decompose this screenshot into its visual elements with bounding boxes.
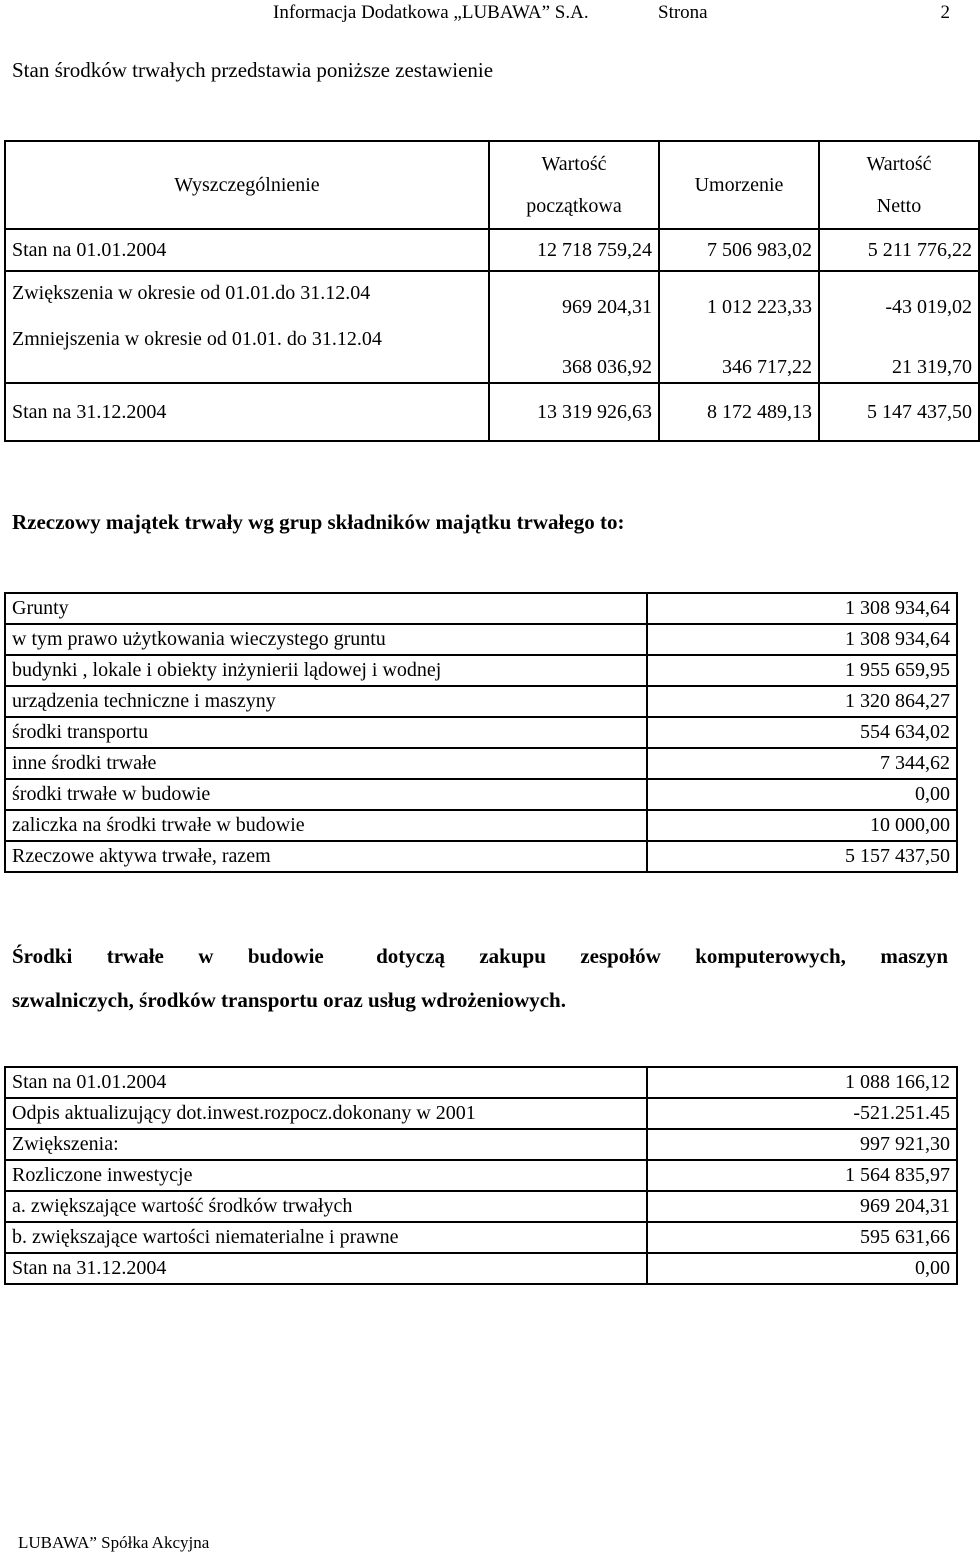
group-label: środki transportu: [5, 717, 647, 748]
construction-label: Zwiększenia:: [5, 1129, 647, 1160]
row-label-stack: [5, 271, 489, 383]
construction-label: b. zwiększające wartości niematerialne i prawne: [5, 1222, 647, 1253]
page-footer: LUBAWA” Spółka Akcyjna: [18, 1533, 210, 1552]
group-label: zaliczka na środki trwałe w budowie: [5, 810, 647, 841]
paragraph-word: budowie: [247, 944, 324, 968]
group-value: 7 344,62: [647, 748, 957, 779]
group-label: Rzeczowe aktywa trwałe, razem: [5, 841, 647, 872]
depreciation-value: 8 172 489,13: [659, 383, 819, 441]
initial-value-stack: [489, 271, 659, 383]
table-row: [5, 229, 979, 271]
paragraph-word: zakupu: [479, 944, 546, 968]
increase-net: -43 019,02: [885, 296, 972, 318]
group-label: w tym prawo użytkowania wieczystego gruntu: [5, 624, 647, 655]
intro-text: Stan środków trwałych przedstawia poniższe zestawienie: [12, 58, 494, 82]
paragraph-word: zespołów: [580, 944, 661, 968]
increase-initial: 969 204,31: [562, 296, 652, 318]
construction-value: -521.251.45: [647, 1098, 957, 1129]
initial-value: 13 319 926,63: [489, 383, 659, 441]
table-row: [5, 810, 957, 841]
paragraph-line-1: [12, 934, 948, 978]
page-label: Strona: [658, 2, 708, 23]
table-row: [5, 748, 957, 779]
group-value: 0,00: [647, 779, 957, 810]
table-row: [5, 1067, 957, 1098]
fixed-assets-table: [4, 140, 980, 442]
header-specification: Wyszczególnienie: [5, 141, 489, 229]
group-value: 1 308 934,64: [647, 593, 957, 624]
table-row: [5, 841, 957, 872]
table-row: [5, 383, 979, 441]
net-stack: [819, 271, 979, 383]
page-number: 2: [940, 2, 950, 23]
construction-paragraph: [12, 934, 948, 1022]
table-row: [5, 717, 957, 748]
construction-value: 1 564 835,97: [647, 1160, 957, 1191]
decrease-depreciation: 346 717,22: [722, 356, 812, 378]
paragraph-word: w: [198, 944, 214, 968]
construction-label: a. zwiększające wartość środków trwałych: [5, 1191, 647, 1222]
table-row: [5, 1129, 957, 1160]
table-header-row: [5, 141, 979, 229]
construction-value: 969 204,31: [647, 1191, 957, 1222]
construction-table: [4, 1066, 958, 1285]
paragraph-word: Środki: [12, 944, 73, 968]
table-row: [5, 271, 979, 383]
initial-value: 12 718 759,24: [489, 229, 659, 271]
header-net-line2: Netto: [876, 195, 922, 217]
table-row: [5, 593, 957, 624]
table-row: [5, 624, 957, 655]
decrease-label: Zmniejszenia w okresie od 01.01. do 31.12.04: [12, 328, 382, 350]
group-value: 1 955 659,95: [647, 655, 957, 686]
group-value: 5 157 437,50: [647, 841, 957, 872]
increase-depreciation: 1 012 223,33: [707, 296, 812, 318]
paragraph-word: maszyn: [880, 944, 948, 968]
paragraph-word: trwałe: [106, 944, 164, 968]
header-initial-line1: Wartość: [541, 153, 607, 175]
depreciation-stack: [659, 271, 819, 383]
group-label: Grunty: [5, 593, 647, 624]
groups-heading: Rzeczowy majątek trwały wg grup składników majątku trwałego to:: [12, 510, 625, 534]
net-value: 5 211 776,22: [819, 229, 979, 271]
header-net-line1: Wartość: [866, 153, 932, 175]
group-label: budynki , lokale i obiekty inżynierii lądowej i wodnej: [5, 655, 647, 686]
construction-label: Stan na 31.12.2004: [5, 1253, 647, 1284]
table-row: [5, 1253, 957, 1284]
construction-value: 0,00: [647, 1253, 957, 1284]
page-header: [273, 0, 953, 26]
document-title: Informacja Dodatkowa „LUBAWA” S.A.: [273, 2, 589, 23]
header-net-value: [819, 141, 979, 229]
group-value: 1 320 864,27: [647, 686, 957, 717]
decrease-initial: 368 036,92: [562, 356, 652, 378]
table-row: [5, 1098, 957, 1129]
construction-label: Odpis aktualizujący dot.inwest.rozpocz.dokonany w 2001: [5, 1098, 647, 1129]
construction-value: 997 921,30: [647, 1129, 957, 1160]
row-label: Stan na 31.12.2004: [5, 383, 489, 441]
net-value: 5 147 437,50: [819, 383, 979, 441]
paragraph-word: dotyczą: [376, 944, 445, 968]
table-row: [5, 1160, 957, 1191]
row-label: Stan na 01.01.2004: [5, 229, 489, 271]
table-row: [5, 779, 957, 810]
decrease-net: 21 319,70: [892, 356, 972, 378]
table-row: [5, 686, 957, 717]
group-label: urządzenia techniczne i maszyny: [5, 686, 647, 717]
table-row: [5, 1191, 957, 1222]
group-label: inne środki trwałe: [5, 748, 647, 779]
table-row: [5, 1222, 957, 1253]
depreciation-value: 7 506 983,02: [659, 229, 819, 271]
group-value: 1 308 934,64: [647, 624, 957, 655]
asset-groups-table: [4, 592, 958, 873]
increase-label: Zwiększenia w okresie od 01.01.do 31.12.04: [12, 282, 371, 304]
group-label: środki trwałe w budowie: [5, 779, 647, 810]
paragraph-line-2: szwalniczych, środków transportu oraz usług wdrożeniowych.: [12, 988, 566, 1012]
construction-label: Stan na 01.01.2004: [5, 1067, 647, 1098]
header-depreciation: Umorzenie: [659, 141, 819, 229]
construction-value: 595 631,66: [647, 1222, 957, 1253]
header-initial-line2: początkowa: [526, 195, 622, 217]
group-value: 554 634,02: [647, 717, 957, 748]
construction-value: 1 088 166,12: [647, 1067, 957, 1098]
table-row: [5, 655, 957, 686]
header-initial-value: [489, 141, 659, 229]
construction-label: Rozliczone inwestycje: [5, 1160, 647, 1191]
paragraph-word: komputerowych,: [695, 944, 846, 968]
group-value: 10 000,00: [647, 810, 957, 841]
